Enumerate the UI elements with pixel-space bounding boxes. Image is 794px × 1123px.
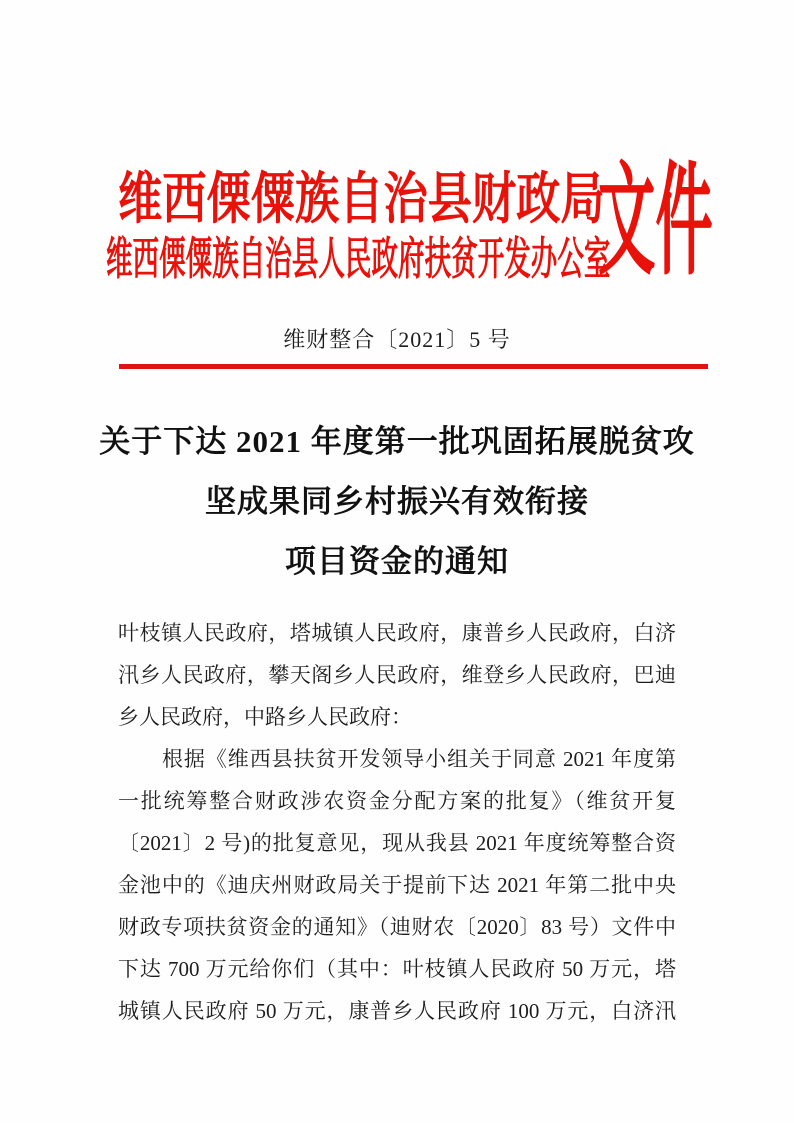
body-line: 城镇人民政府 50 万元，康普乡人民政府 100 万元，白济汛 bbox=[118, 999, 676, 1023]
body-line: 财政专项扶贫资金的通知》（迪财农〔2020〕83 号）文件中 bbox=[118, 915, 676, 939]
document-number: 维财整合〔2021〕5 号 bbox=[283, 327, 511, 352]
body-line: 乡人民政府，中路乡人民政府： bbox=[118, 705, 412, 729]
body-line: 一批统筹整合财政涉农资金分配方案的批复》（维贫开复 bbox=[118, 789, 676, 813]
body-line: 叶枝镇人民政府，塔城镇人民政府，康普乡人民政府，白济 bbox=[118, 621, 676, 645]
document-title-line-3: 项目资金的通知 bbox=[285, 544, 509, 579]
body-line: 下达 700 万元给你们（其中：叶枝镇人民政府 50 万元，塔 bbox=[118, 957, 676, 981]
addressee-paragraph bbox=[118, 612, 676, 738]
body-line: 〔2021〕2 号)的批复意见，现从我县 2021 年度统筹整合资 bbox=[118, 831, 676, 855]
main-paragraph bbox=[118, 738, 676, 1032]
document-title-line-1: 关于下达 2021 年度第一批巩固拓展脱贫攻 bbox=[99, 424, 695, 459]
body-line: 金池中的《迪庆州财政局关于提前下达 2021 年第二批中央 bbox=[118, 873, 676, 897]
document-mark: 文件 bbox=[598, 155, 713, 290]
red-divider-line bbox=[119, 364, 708, 369]
document-title-line-2: 坚成果同乡村振兴有效衔接 bbox=[205, 484, 589, 519]
document-title bbox=[0, 412, 794, 592]
org-name-primary: 维西傈僳族自治县财政局 bbox=[118, 169, 605, 231]
body-line: 汛乡人民政府，攀天阁乡人民政府，维登乡人民政府，巴迪 bbox=[118, 663, 676, 687]
body-line: 根据《维西县扶贫开发领导小组关于同意 2021 年度第 bbox=[162, 747, 676, 771]
org-name-secondary: 维西傈僳族自治县人民政府扶贫开发办公室 bbox=[106, 234, 611, 284]
document-body bbox=[118, 612, 676, 1032]
